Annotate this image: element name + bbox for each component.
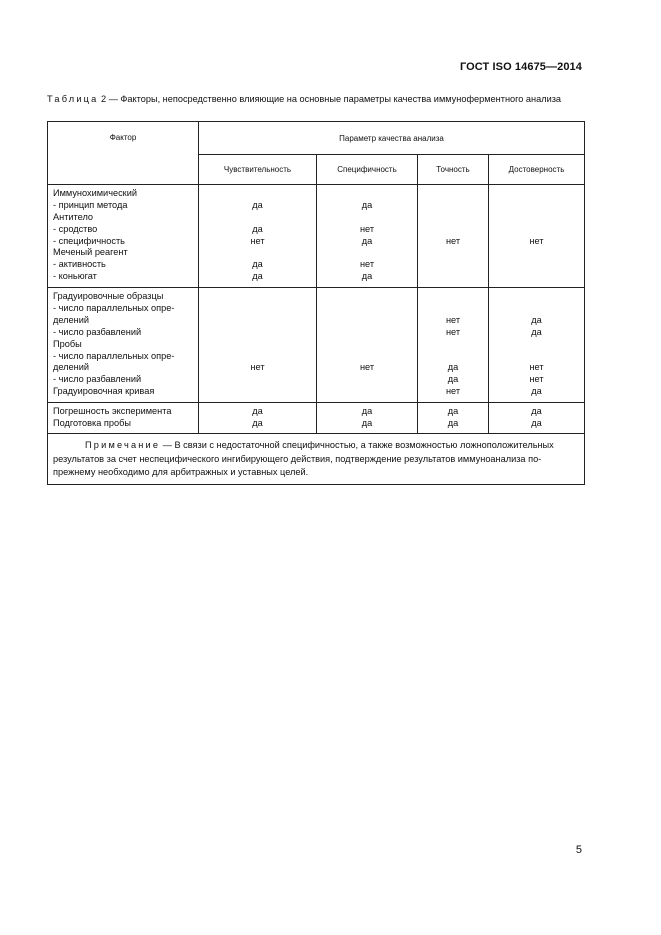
cell-value [317,303,417,315]
factor-line: Иммунохимический [53,188,137,198]
cell-value: да [361,271,373,282]
cell-value: нет [529,374,544,385]
factor-line: - специфичность [53,235,125,246]
header-specificity: Специфичность [317,155,418,185]
sensitivity-group-2 [199,288,317,403]
cell-value [199,327,316,339]
cell-value: нет [445,314,461,325]
specificity-group-3 [317,403,418,434]
cell-value: нет [359,259,375,270]
cell-value [199,247,316,259]
sensitivity-group-3 [199,403,317,434]
cell-value: нет [250,362,265,373]
cell-value [418,303,488,315]
cell-value [489,303,584,315]
cell-value [317,291,417,303]
cell-value [418,188,488,200]
cell-value [489,200,584,212]
factors-group-1 [48,185,199,288]
cell-value [317,212,417,224]
table-row-group-3 [48,403,585,434]
caption-text: — Факторы, непосредственно влияющие на основные параметры качества иммуноферментного анализа [108,94,562,104]
cell-value: да [361,199,373,210]
cell-value [489,247,584,259]
cell-value [317,374,417,386]
cell-value [418,339,488,351]
cell-value: да [447,406,459,417]
cell-value: да [447,418,459,429]
cell-value [317,351,417,363]
accuracy-group-2 [418,288,489,403]
cell-value: да [252,271,263,282]
header-quality-parameter: Параметр качества анализа [199,122,585,155]
cell-value [418,259,488,271]
cell-value [199,315,316,327]
cell-value: нет [529,235,544,246]
factor-line: - сродство [53,223,98,234]
table-row-group-2 [48,288,585,403]
caption-label: Таблица [47,94,99,104]
cell-value [489,271,584,283]
specificity-group-1 [317,185,418,288]
specificity-group-2 [317,288,418,403]
cell-value [418,224,488,236]
cell-value: да [531,406,542,417]
factor-line: Градуировочные образцы [53,291,164,302]
factor-line: - число параллельных опре- [53,350,175,361]
cell-value: да [531,386,542,397]
cell-value [317,315,417,327]
factor-line: - принцип метода [53,199,128,210]
cell-value: да [447,362,459,373]
factors-group-2 [48,288,199,403]
cell-value: да [361,406,373,417]
factor-line: - активность [53,259,106,270]
cell-value: да [361,418,373,429]
header-reliability: Достоверность [489,155,585,185]
cell-value [418,212,488,224]
accuracy-group-3 [418,403,489,434]
cell-value: да [252,418,263,429]
sensitivity-group-1 [199,185,317,288]
cell-value [199,188,316,200]
cell-value [317,188,417,200]
cell-value [199,386,316,398]
cell-value [317,339,417,351]
factor-line: делений [53,362,89,373]
cell-value: нет [359,223,375,234]
cell-value: да [252,199,263,210]
cell-value [418,291,488,303]
cell-value: нет [445,235,461,246]
reliability-group-2 [489,288,585,403]
cell-value [317,327,417,339]
factor-line: - коньюгат [53,271,97,282]
cell-value: да [531,314,542,325]
note-text: — В связи с недостаточной специфичностью, а также возможностью ложноположительных результатов за счет неспецифического ингибирующего действия, подтверждение результатов иммуноанализа по-прежнему необходимо для арбитражных и уставных целей. [53,439,554,478]
cell-value [199,351,316,363]
page-number: 5 [575,844,582,856]
factor-line: делений [53,314,89,325]
cell-value [199,291,316,303]
cell-value [317,386,417,398]
reliability-group-1 [489,185,585,288]
cell-value: нет [445,386,461,397]
reliability-group-3 [489,403,585,434]
cell-value: да [531,326,542,337]
factor-line: - число разбавлений [53,374,142,385]
factor-line: - число разбавлений [53,326,142,337]
cell-value [317,247,417,259]
note-label: Примечание [85,439,161,450]
table-caption [47,93,583,105]
cell-value: нет [529,362,544,373]
cell-value [199,212,316,224]
cell-value [199,303,316,315]
cell-value [418,247,488,259]
header-sensitivity: Чувствительность [199,155,317,185]
cell-value [489,259,584,271]
cell-value: нет [445,326,461,337]
factors-group-3 [48,403,199,434]
accuracy-group-1 [418,185,489,288]
cell-value [489,291,584,303]
factor-line: Погрешность эксперимента [53,406,172,417]
cell-value: да [252,259,263,270]
cell-value [489,351,584,363]
factor-line: Пробы [53,338,82,349]
factor-line: Меченый реагент [53,247,128,258]
caption-number: 2 [101,94,107,104]
cell-value: да [531,418,542,429]
cell-value [199,374,316,386]
quality-factors-table [47,121,585,485]
cell-value: нет [359,362,375,373]
table-note [48,433,585,484]
header-factor: Фактор [48,122,199,185]
cell-value: да [447,374,459,385]
factor-line: Антитело [53,211,94,222]
cell-value: да [252,406,263,417]
cell-value [489,224,584,236]
cell-value: да [361,235,373,246]
cell-value [418,351,488,363]
cell-value [418,200,488,212]
table-row-group-1 [48,185,585,288]
cell-value [418,271,488,283]
cell-value [489,212,584,224]
factor-line: Подготовка пробы [53,418,131,429]
standard-designation: ГОСТ ISO 14675—2014 [459,61,582,73]
table-note-row [48,433,585,484]
factor-line: Градуировочная кривая [53,386,155,397]
cell-value: нет [250,235,265,246]
cell-value [199,339,316,351]
cell-value: да [252,223,263,234]
header-accuracy: Точность [418,155,489,185]
cell-value [489,339,584,351]
cell-value [489,188,584,200]
factor-line: - число параллельных опре- [53,303,175,314]
